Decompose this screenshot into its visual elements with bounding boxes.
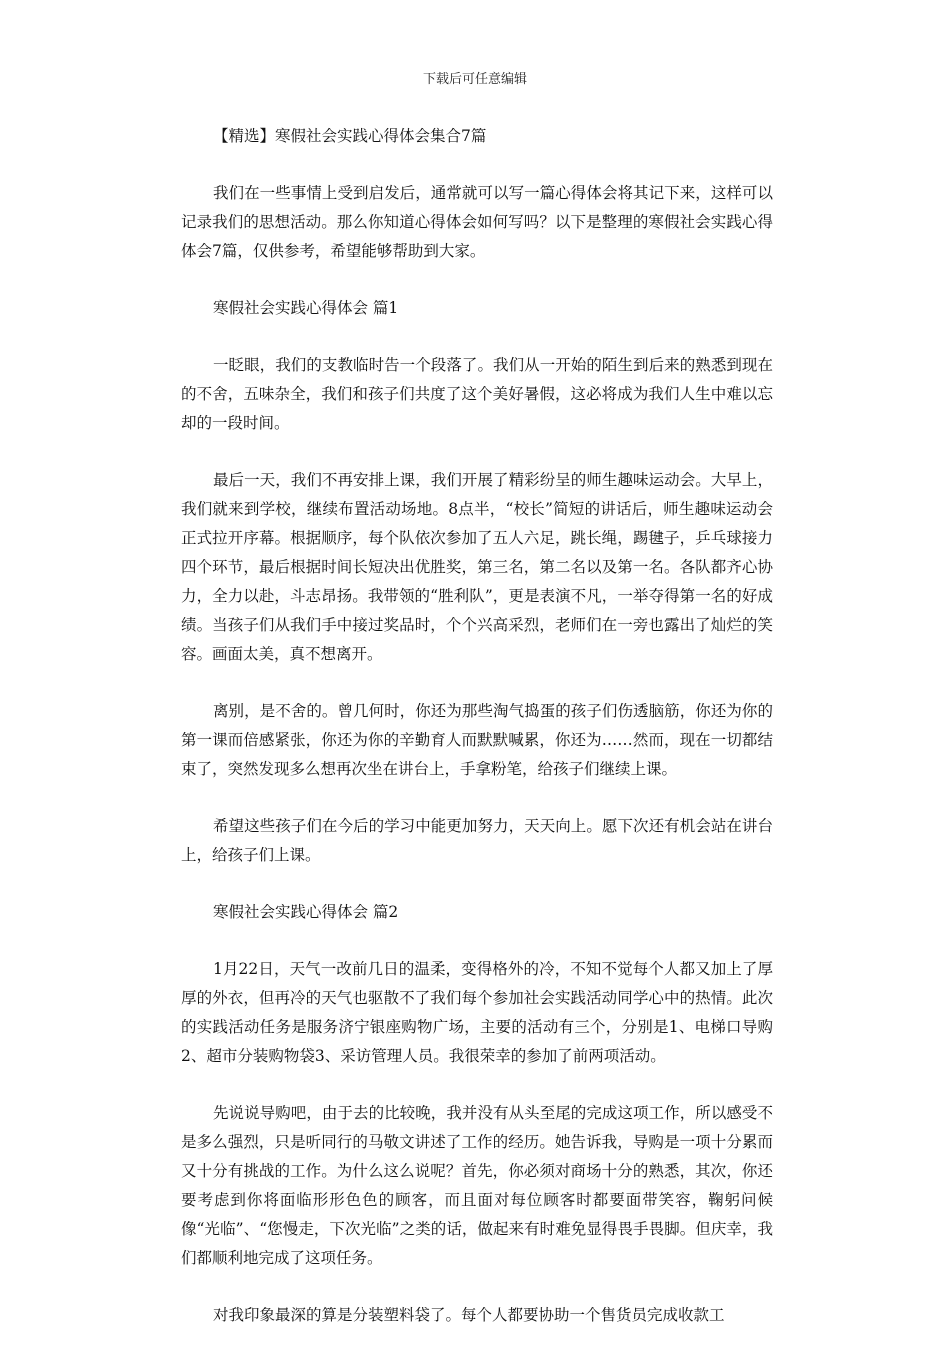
- section2-paragraph: 对我印象最深的算是分装塑料袋了。每个人都要协助一个售货员完成收款工: [213, 1306, 725, 1324]
- section2-paragraph: 先说说导购吧，由于去的比较晚，我并没有从头至尾的完成这项工作，所以感受不是多么强烈，只是听同行的马敬文讲述了工作的经历。她告诉我，导购是一项十分累而又十分有挑战的工作。为什么这么说呢？首先，你必须对商场十分的熟悉，其次，你还要考虑到你将面临形形色色的顾客，而且面对每位顾客时都要面带笑容，鞠躬问候像“光临”、“您慢走，下次光临”之类的话，做起来有时难免显得畏手畏脚。但庆幸，我们都顺利地完成了这项任务。: [181, 1104, 773, 1267]
- document-body: [181, 122, 773, 1358]
- section1-paragraph: 一眨眼，我们的支教临时告一个段落了。我们从一开始的陌生到后来的熟悉到现在的不舍，五味杂全，我们和孩子们共度了这个美好暑假，这必将成为我们人生中难以忘却的一段时间。: [181, 356, 773, 432]
- download-note: 下载后可任意编辑: [422, 72, 527, 87]
- section1-paragraph: 最后一天，我们不再安排上课，我们开展了精彩纷呈的师生趣味运动会。大早上，我们就来到学校，继续布置活动场地。8点半，“校长”简短的讲话后，师生趣味运动会正式拉开序幕。根据顺序，每个队依次参加了五人六足，跳长绳，踢毽子，乒乓球接力四个环节，最后根据时间长短决出优胜奖，第三名，第二名以及第一名。各队都齐心协力，全力以赴，斗志昂扬。我带领的“胜利队”，更是表演不凡，一举夺得第一名的好成绩。当孩子们从我们手中接过奖品时，个个兴高采烈，老师们在一旁也露出了灿烂的笑容。画面太美，真不想离开。: [181, 471, 773, 663]
- section-heading-1: 寒假社会实践心得体会 篇1: [213, 299, 399, 317]
- section-heading-2: 寒假社会实践心得体会 篇2: [213, 903, 399, 921]
- section1-paragraph: 希望这些孩子们在今后的学习中能更加努力，天天向上。愿下次还有机会站在讲台上，给孩子们上课。: [181, 817, 773, 864]
- document-title: 【精选】寒假社会实践心得体会集合7篇: [213, 127, 487, 145]
- intro-paragraph: 我们在一些事情上受到启发后，通常就可以写一篇心得体会将其记下来，这样可以记录我们的思想活动。那么你知道心得体会如何写吗？以下是整理的寒假社会实践心得体会7篇，仅供参考，希望能够帮助到大家。: [181, 184, 773, 260]
- section2-paragraph: 1月22日，天气一改前几日的温柔，变得格外的冷，不知不觉每个人都又加上了厚厚的外衣，但再冷的天气也驱散不了我们每个参加社会实践活动同学心中的热情。此次的实践活动任务是服务济宁银座购物广场，主要的活动有三个，分别是1、电梯口导购2、超市分装购物袋3、采访管理人员。我很荣幸的参加了前两项活动。: [181, 960, 773, 1065]
- section1-paragraph: 离别，是不舍的。曾几何时，你还为那些淘气捣蛋的孩子们伤透脑筋，你还为你的第一课而倍感紧张，你还为你的辛勤育人而默默喊累，你还为……然而，现在一切都结束了，突然发现多么想再次坐在讲台上，手拿粉笔，给孩子们继续上课。: [181, 702, 773, 778]
